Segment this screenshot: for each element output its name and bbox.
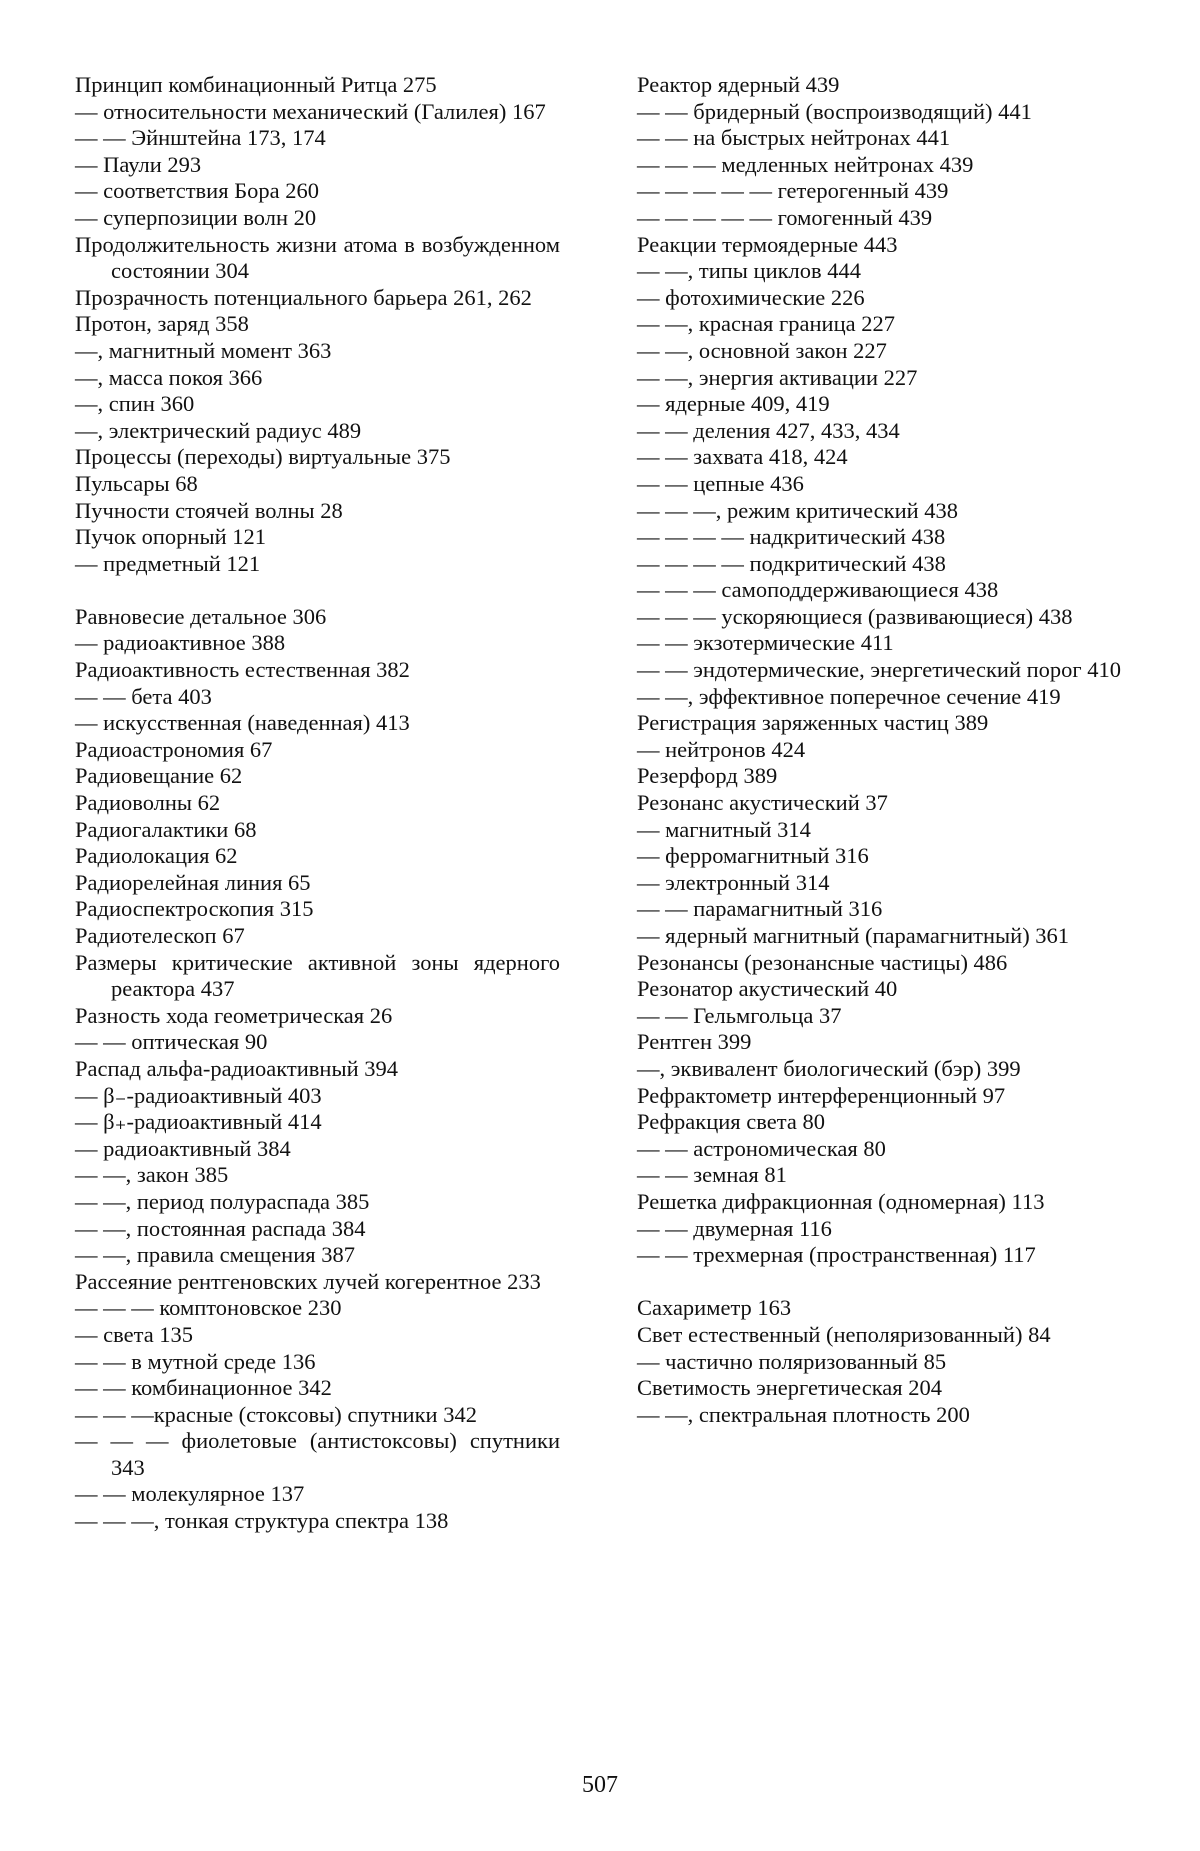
index-entry: — предметный 121 (75, 550, 261, 576)
index-entry: — — парамагнитный 316 (637, 896, 883, 922)
index-entry: Резерфорд 389 (637, 763, 778, 789)
index-entry: Рентген 399 (637, 1029, 752, 1055)
index-entry: Принцип комбинационный Ритца 275 (75, 72, 437, 97)
index-entry: — — Гельмгольца 37 (637, 1002, 842, 1028)
index-entry: —, магнитный момент 363 (75, 337, 332, 363)
index-entry: Процессы (переходы) виртуальные 375 (75, 444, 451, 470)
index-entry: — Паули 293 (75, 151, 202, 177)
index-entry: Радиорелейная линия 65 (75, 869, 311, 895)
index-entry: — — — комптоновское 230 (75, 1295, 342, 1321)
index-entry: — —, эффективное поперечное сечение 419 (637, 683, 1061, 709)
index-entry: — — бета 403 (75, 683, 212, 709)
index-entry: Реактор ядерный 439 (637, 72, 840, 97)
index-entry: — искусственная (наведенная) 413 (75, 710, 410, 736)
index-entry: —, спин 360 (75, 391, 195, 417)
index-entry: — — — — надкритический 438 (637, 524, 946, 550)
index-entry: — электронный 314 (637, 869, 830, 895)
index-entry: — — земная 81 (637, 1162, 787, 1188)
index-entry: — — — медленных нейтронах 439 (637, 151, 974, 177)
index-entry: — — трехмерная (пространственная) 117 (637, 1242, 1036, 1268)
index-entry: — — цепные 436 (637, 470, 804, 496)
index-entry: — — захвата 418, 424 (637, 444, 848, 470)
index-entry: Пульсары 68 (75, 470, 198, 496)
index-entry: Распад альфа-радиоактивный 394 (75, 1055, 398, 1081)
index-entry: Регистрация заряженных частиц 389 (637, 710, 989, 736)
index-entry: Светимость энергетическая 204 (637, 1375, 942, 1401)
index-entry: Радиоастрономия 67 (75, 736, 273, 762)
index-entry: — ферромагнитный 316 (637, 843, 869, 869)
index-entry: Свет естественный (неполяризованный) 84 (637, 1321, 1051, 1347)
index-entry: — — деления 427, 433, 434 (637, 417, 900, 443)
index-entry: — —, закон 385 (75, 1162, 229, 1188)
index-entry: Продолжительность жизни атома в возбужденном состоянии 304 (75, 231, 560, 284)
index-entry: — —, постоянная распада 384 (75, 1215, 366, 1241)
index-entry: — относительности механический (Галилея) 167 (75, 98, 546, 124)
index-entry: Радиоволны 62 (75, 790, 221, 816)
page-number: 507 (582, 1772, 618, 1798)
index-entry: — соответствия Бора 260 (75, 178, 319, 204)
index-entry: — — бридерный (воспроизводящий) 441 (637, 98, 1032, 124)
index-entry: — — молекулярное 137 (75, 1481, 305, 1507)
index-entry: Реакции термоядерные 443 (637, 231, 898, 257)
index-entry: — — комбинационное 342 (75, 1375, 332, 1401)
index-entry: Пучности стоячей волны 28 (75, 497, 343, 523)
index-entry: — ядерный магнитный (парамагнитный) 361 (637, 923, 1070, 948)
index-entry: Резонансы (резонансные частицы) 486 (637, 949, 1008, 975)
index-entry: Пучок опорный 121 (75, 524, 266, 550)
index-entry: Размеры критические активной зоны ядерного реактора 437 (75, 949, 560, 1002)
index-entry: — магнитный 314 (637, 816, 811, 842)
index-entry: Радиогалактики 68 (75, 816, 257, 842)
index-entry: Рассеяние рентгеновских лучей когерентное 233 (75, 1268, 541, 1294)
index-entry: — —, типы циклов 444 (637, 258, 862, 284)
index-entry: Прозрачность потенциального барьера 261, 262 (75, 284, 532, 310)
index-entry: — — экзотермические 411 (637, 630, 894, 656)
index-entry: Рефракция света 80 (637, 1109, 825, 1135)
index-entry: — света 135 (75, 1321, 194, 1347)
index-entry: — фотохимические 226 (637, 284, 865, 310)
index-entry: — ядерные 409, 419 (637, 391, 830, 417)
index-entry: — —, красная граница 227 (637, 311, 895, 337)
index-entry: — — —красные (стоксовы) спутники 342 (75, 1401, 477, 1427)
index-entry: — — Эйнштейна 173, 174 (75, 125, 326, 151)
index-entry: — — астрономическая 80 (637, 1135, 886, 1161)
left-column (75, 72, 560, 1535)
index-entry: — суперпозиции волн 20 (75, 204, 317, 230)
index-entry: — — эндотермические, энергетический порог 410 (637, 657, 1122, 683)
index-entry: — —, период полураспада 385 (75, 1188, 370, 1214)
index-entry: — β₊-радиоактивный 414 (75, 1109, 322, 1135)
index-entry: — — —, тонкая структура спектра 138 (75, 1508, 449, 1534)
index-entry: — — в мутной среде 136 (75, 1348, 316, 1374)
index-entry: Сахариметр 163 (637, 1295, 792, 1321)
index-entry: — —, правила смещения 387 (75, 1242, 355, 1268)
index-entry: Равновесие детальное 306 (75, 603, 327, 629)
index-entry: — частично поляризованный 85 (637, 1348, 947, 1374)
index-entry: — — двумерная 116 (637, 1215, 832, 1241)
index-entry: — —, энергия активации 227 (637, 364, 918, 390)
index-entry: — — —, режим критический 438 (637, 497, 959, 523)
index-entry: Решетка дифракционная (одномерная) 113 (637, 1188, 1045, 1214)
index-entry: — — — — — гетерогенный 439 (637, 178, 949, 204)
index-entry: — — оптическая 90 (75, 1029, 268, 1055)
index-entry: — — — самоподдерживающиеся 438 (637, 577, 999, 603)
index-entry: — — на быстрых нейтронах 441 (637, 125, 951, 151)
index-entry: — — — фиолетовые (антистоксовы) спутники 343 (75, 1428, 560, 1480)
index-entry: — — — — подкритический 438 (637, 550, 946, 576)
index-entry: — β₋-радиоактивный 403 (75, 1082, 322, 1108)
index-entry: Радиолокация 62 (75, 843, 238, 869)
index-entry: Радиоспектроскопия 315 (75, 896, 314, 922)
index-entry: — нейтронов 424 (637, 736, 806, 762)
index-entry: Радиотелескоп 67 (75, 923, 245, 948)
index-entry: — радиоактивный 384 (75, 1135, 291, 1161)
index-entry: — радиоактивное 388 (75, 630, 286, 656)
index-entry: —, эквивалент биологический (бэр) 399 (637, 1055, 1021, 1081)
right-column (637, 72, 1127, 1428)
index-entry: — —, спектральная плотность 200 (637, 1401, 970, 1427)
index-entry: Резонанс акустический 37 (637, 790, 888, 816)
index-entry: Протон, заряд 358 (75, 311, 249, 337)
index-entry: Рефрактометр интерференционный 97 (637, 1082, 1006, 1108)
index-entry: Радиовещание 62 (75, 763, 243, 789)
index-entry: Радиоактивность естественная 382 (75, 657, 410, 683)
index-entry: — — — ускоряющиеся (развивающиеся) 438 (637, 603, 1073, 629)
index-entry: — — — — — гомогенный 439 (637, 204, 933, 230)
index-entry: Разность хода геометрическая 26 (75, 1002, 393, 1028)
index-entry: —, электрический радиус 489 (75, 417, 362, 443)
index-entry: — —, основной закон 227 (637, 337, 887, 363)
index-entry: —, масса покоя 366 (75, 364, 263, 390)
index-entry: Резонатор акустический 40 (637, 976, 898, 1002)
